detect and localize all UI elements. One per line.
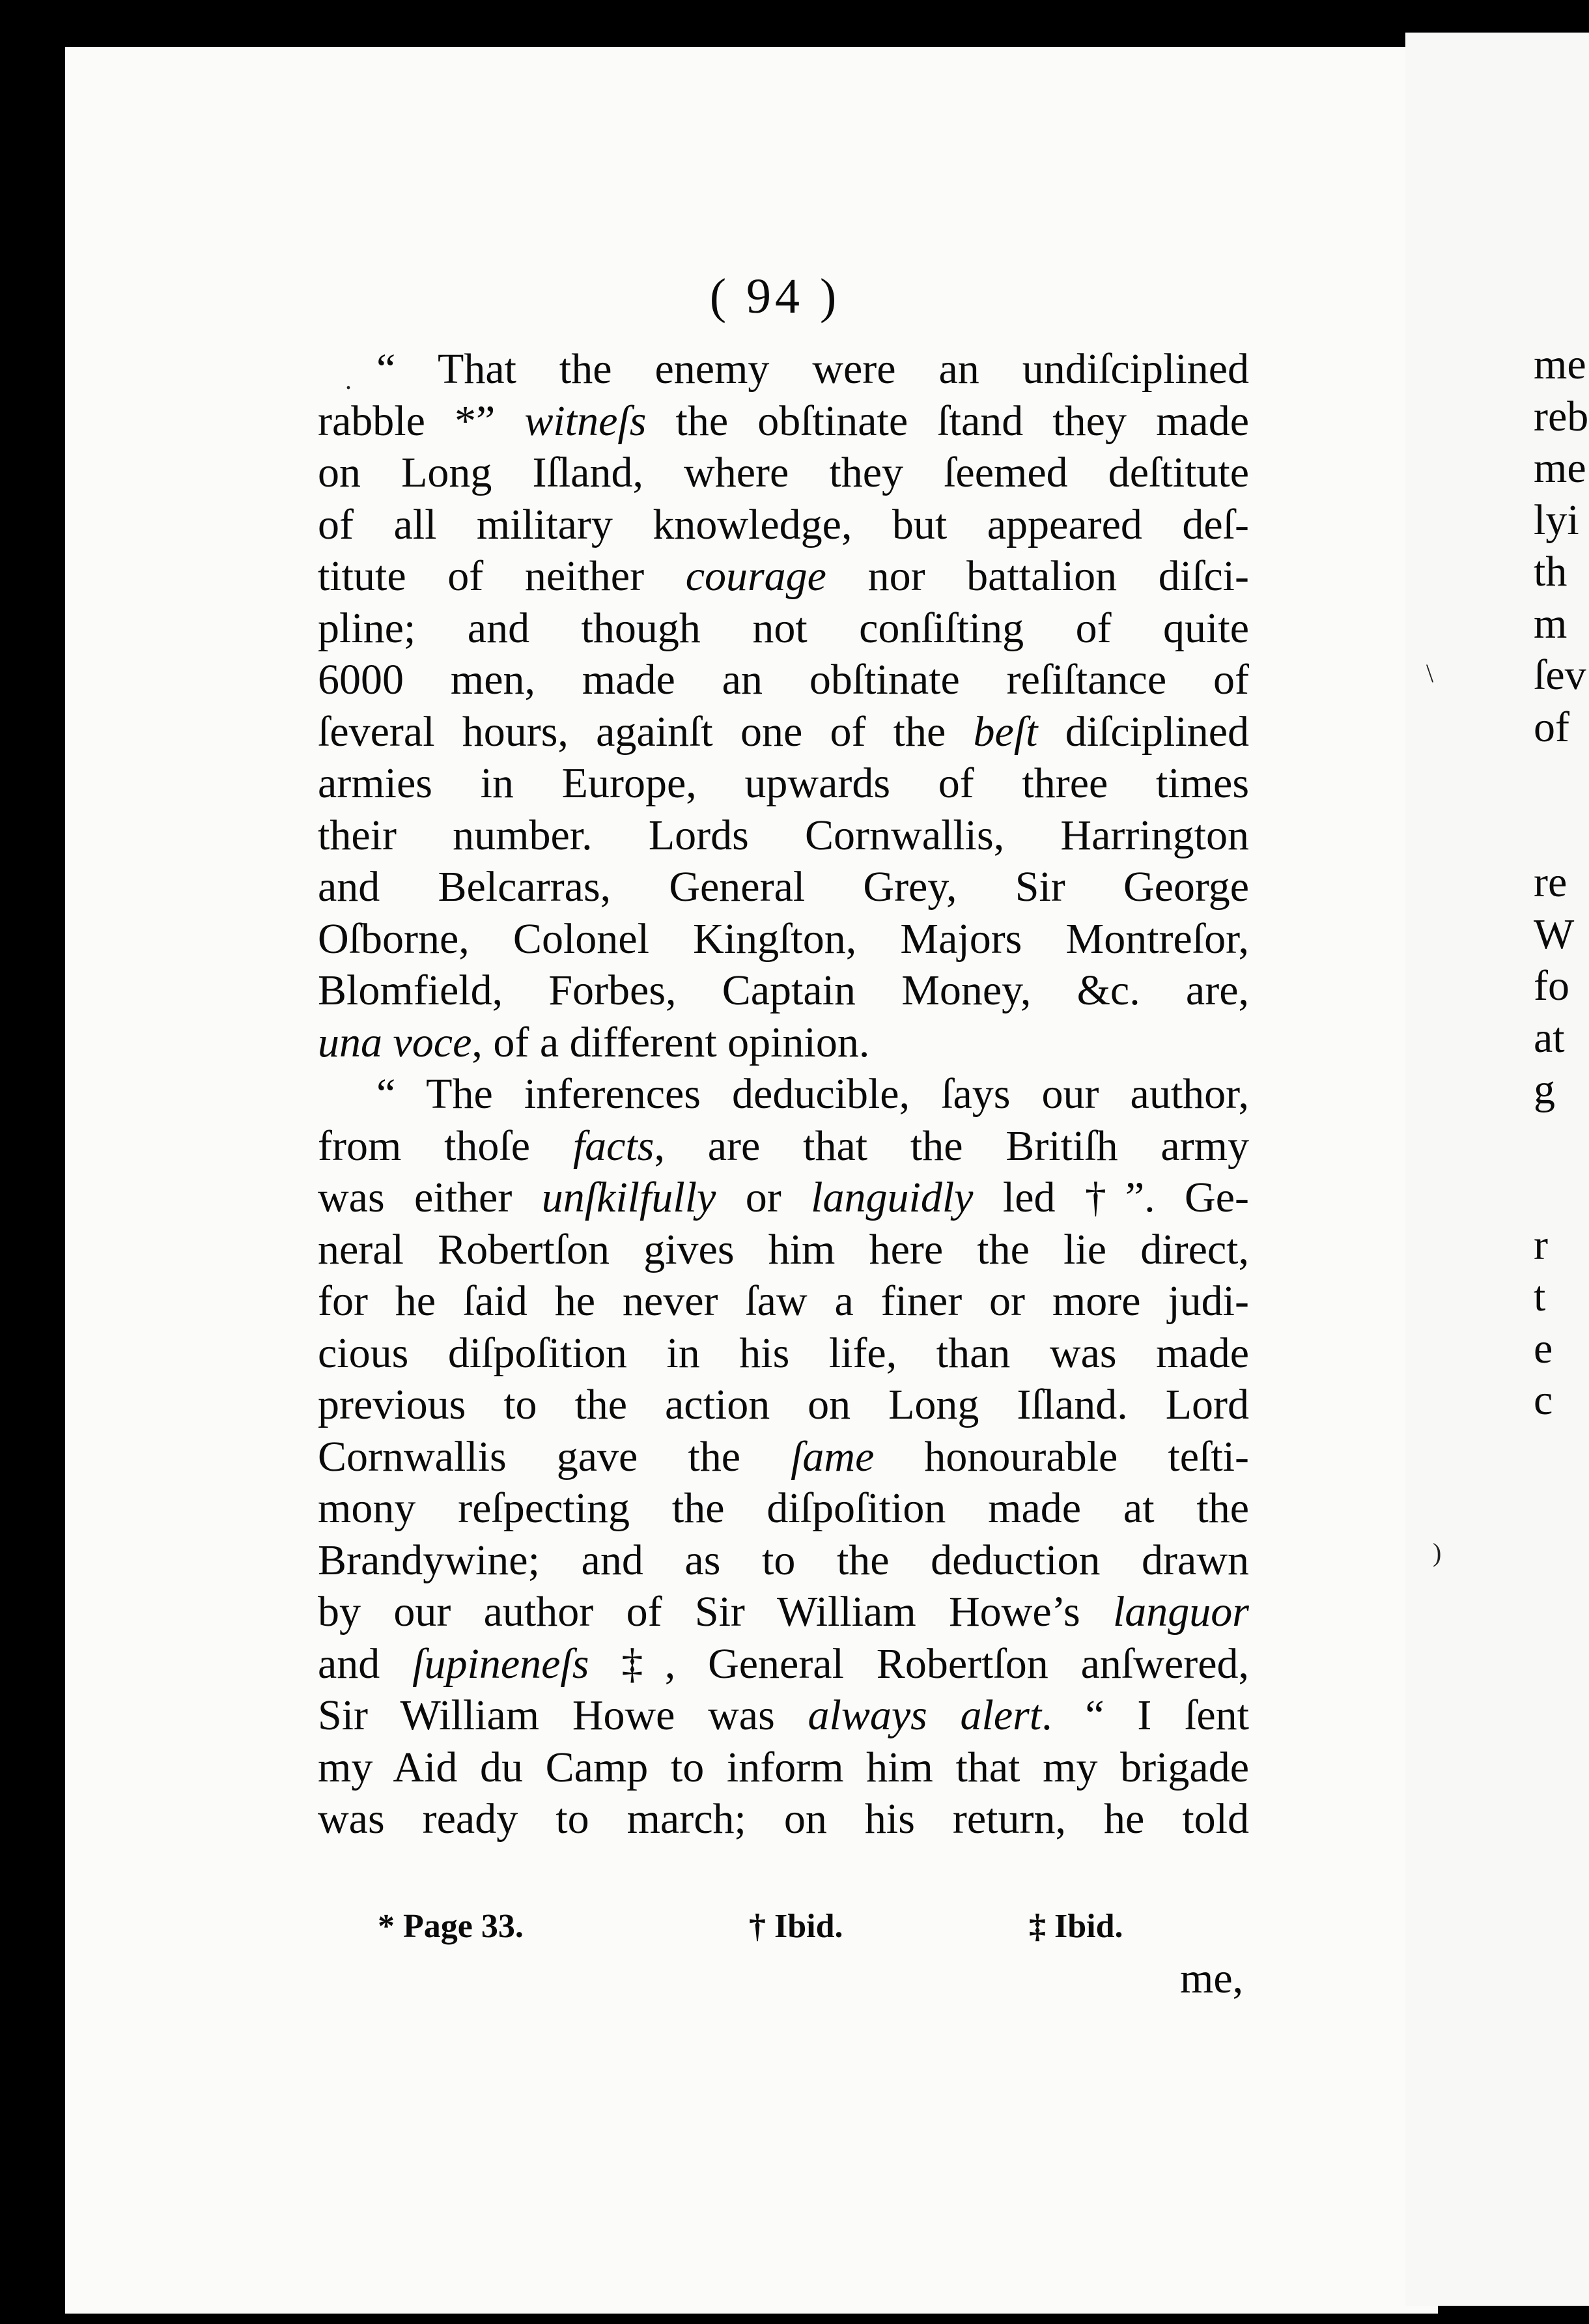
text-fragment: c bbox=[1534, 1376, 1553, 1424]
text-line: una voce, of a different opinion. bbox=[318, 1018, 870, 1066]
page-body bbox=[318, 343, 1249, 1845]
text-line: Brandywine; and as to the deduction drawn bbox=[318, 1536, 1249, 1584]
text-line: cious diſpoſition in his life, than was made bbox=[318, 1329, 1249, 1377]
text-line: “ That the enemy were an undiſciplined bbox=[376, 345, 1249, 393]
text-fragment: ſev bbox=[1534, 651, 1586, 699]
text-fragment: g bbox=[1534, 1066, 1555, 1113]
text-fragment: m bbox=[1534, 599, 1568, 647]
text-line: and Belcarras, General Grey, Sir George bbox=[318, 863, 1249, 911]
text-line: and ſupineneſs ‡, General Robertſon anſwered, bbox=[318, 1639, 1249, 1688]
text-line: mony reſpecting the diſpoſition made at the bbox=[318, 1484, 1249, 1532]
footnote: ‡ Ibid. bbox=[1029, 1908, 1123, 1945]
text-line: of all military knowledge, but appeared deſ- bbox=[318, 500, 1249, 548]
text-fragment: re bbox=[1534, 858, 1568, 906]
right-page-fragments bbox=[1534, 339, 1589, 1426]
text-line: 6000 men, made an obſtinate reſiſtance of bbox=[318, 656, 1249, 703]
text-line: rabble *” witneſs the obſtinate ſtand they made bbox=[318, 397, 1249, 445]
text-line: for he ſaid he never ſaw a finer or more judi- bbox=[318, 1277, 1249, 1325]
text-line: on Long Iſland, where they ſeemed deſtitute bbox=[318, 449, 1249, 496]
text-fragment: t bbox=[1534, 1273, 1546, 1320]
text-fragment: th bbox=[1534, 548, 1568, 595]
text-line: armies in Europe, upwards of three times bbox=[318, 759, 1249, 807]
text-fragment: me bbox=[1534, 444, 1586, 492]
text-line: previous to the action on Long Iſland. Lord bbox=[318, 1381, 1249, 1428]
text-fragment: reb bbox=[1534, 392, 1589, 440]
footnote: † Ibid. bbox=[749, 1908, 843, 1945]
stray-mark: \ bbox=[1426, 659, 1434, 688]
text-fragment: me bbox=[1534, 341, 1586, 388]
text-line: by our author of Sir William Howe’s languor bbox=[318, 1588, 1249, 1636]
text-line: ſeveral hours, againſt one of the beſt diſciplined bbox=[318, 707, 1249, 756]
text-fragment: fo bbox=[1534, 962, 1569, 1010]
page-number-header: ( 94 ) bbox=[709, 269, 841, 324]
text-line: neral Robertſon gives him here the lie direct, bbox=[318, 1225, 1249, 1273]
text-fragment: lyi bbox=[1534, 496, 1579, 544]
text-fragment: r bbox=[1534, 1221, 1548, 1269]
text-line: “ The inferences deducible, ſays our author, bbox=[376, 1070, 1249, 1118]
catchword: me, bbox=[1180, 1955, 1244, 2002]
text-line: their number. Lords Cornwallis, Harrington bbox=[318, 811, 1249, 859]
text-line: from thoſe facts, are that the Britiſh army bbox=[318, 1122, 1249, 1170]
text-line: Sir William Howe was always alert. “ I ſent bbox=[318, 1692, 1249, 1739]
text-fragment: of bbox=[1534, 703, 1569, 751]
footnote: * Page 33. bbox=[378, 1908, 524, 1945]
text-line: Blomfield, Forbes, Captain Money, &c. are, bbox=[318, 967, 1249, 1014]
stray-mark: ) bbox=[1433, 1538, 1442, 1567]
text-line: Cornwallis gave the ſame honourable teſti- bbox=[318, 1432, 1249, 1481]
text-line: titute of neither courage nor battalion diſci- bbox=[318, 552, 1249, 600]
text-line: was either unſkilfully or languidly led †”. Ge- bbox=[318, 1174, 1249, 1221]
text-line: pline; and though not conſiſting of quite bbox=[318, 604, 1249, 652]
text-fragment: e bbox=[1534, 1324, 1553, 1372]
text-line: Oſborne, Colonel Kingſton, Majors Montreſor, bbox=[318, 914, 1249, 963]
text-line: my Aid du Camp to inform him that my brigade bbox=[318, 1743, 1249, 1791]
text-fragment: W bbox=[1534, 910, 1575, 958]
footnotes bbox=[378, 1901, 1263, 1953]
stray-mark: . bbox=[345, 365, 352, 395]
text-line: was ready to march; on his return, he told bbox=[318, 1795, 1249, 1843]
text-fragment: at bbox=[1534, 1013, 1565, 1062]
